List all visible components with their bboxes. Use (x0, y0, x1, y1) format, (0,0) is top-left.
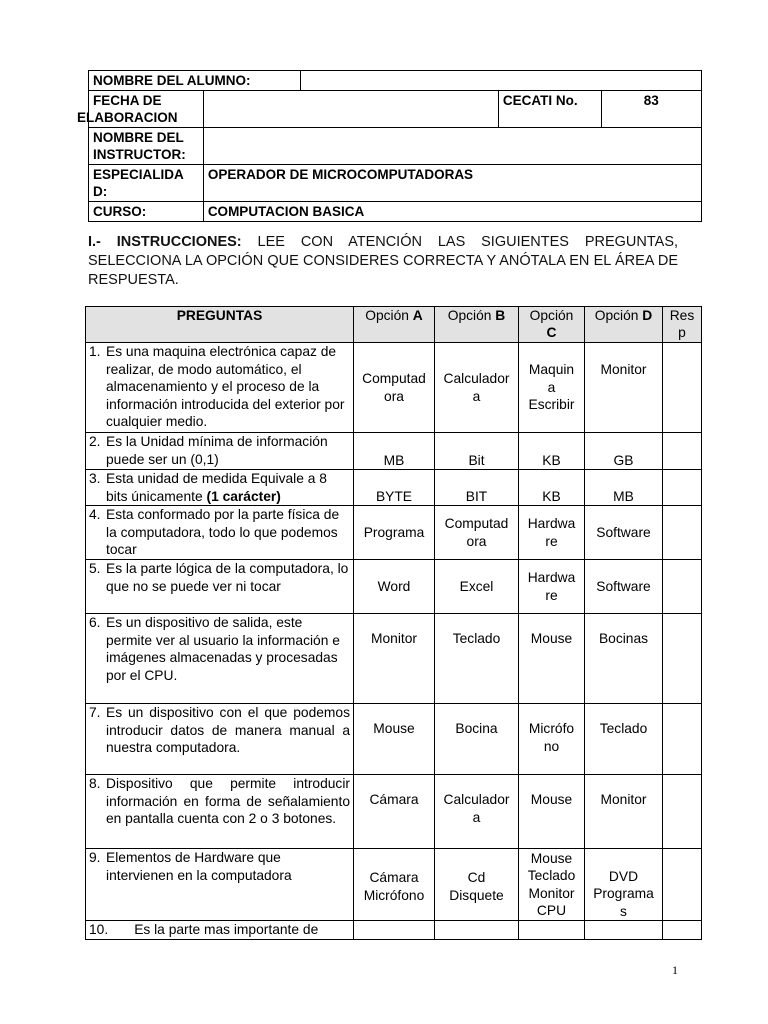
table-row (86, 775, 702, 849)
option-c: Mouse (519, 775, 585, 849)
curso-value: COMPUTACION BASICA (203, 202, 701, 222)
question-5: 5. Es la parte lógica de la computadora, lo que no se puede ver ni tocar (86, 560, 354, 614)
option-d (585, 921, 663, 940)
option-a: MB (354, 433, 435, 470)
instructor-value (203, 128, 701, 165)
option-c: Hardwa re (519, 560, 585, 614)
question-3: 3. Esta unidad de medida Equivale a 8 bits únicamente (1 carácter) (86, 470, 354, 506)
preguntas-header: PREGUNTAS (86, 307, 354, 343)
fecha-label: FECHA DE ELABORACION (89, 91, 204, 128)
answer-cell[interactable] (663, 470, 702, 506)
resp-header: Res p (663, 307, 702, 343)
option-c: Mouse Teclado Monitor CPU (519, 849, 585, 921)
opcion-d-header: Opción D (585, 307, 663, 343)
instructions (88, 233, 678, 290)
option-c (519, 921, 585, 940)
question-7: 7. Es un dispositivo con el que podemos introducir datos de manera manual a nuestra computadora. (86, 704, 354, 775)
answer-cell[interactable] (663, 343, 702, 433)
question-10: 10. Es la parte mas importante de (86, 921, 354, 940)
table-row (86, 343, 702, 433)
option-a: Programa (354, 506, 435, 560)
cecati-value: 83 (601, 91, 701, 128)
option-b: Calculador a (435, 775, 519, 849)
instructor-label: NOMBRE DEL INSTRUCTOR: (89, 128, 204, 165)
option-b: Teclado (435, 614, 519, 704)
especialidad-label: ESPECIALIDA D: (89, 165, 204, 202)
option-a: Mouse (354, 704, 435, 775)
answer-cell[interactable] (663, 921, 702, 940)
option-b: Cd Disquete (435, 849, 519, 921)
option-a: Computad ora (354, 343, 435, 433)
option-c: KB (519, 433, 585, 470)
fecha-value (203, 91, 498, 128)
option-a: Word (354, 560, 435, 614)
option-d: Bocinas (585, 614, 663, 704)
answer-cell[interactable] (663, 775, 702, 849)
option-d: Software (585, 560, 663, 614)
question-8: 8. Dispositivo que permite introducir información en forma de señalamiento en pantalla cuenta con 2 o 3 botones. (86, 775, 354, 849)
question-9: 9. Elementos de Hardware que intervienen en la computadora (86, 849, 354, 921)
option-a (354, 921, 435, 940)
option-c: Micrófo no (519, 704, 585, 775)
option-d: GB (585, 433, 663, 470)
answer-cell[interactable] (663, 849, 702, 921)
option-b (435, 921, 519, 940)
option-d: Software (585, 506, 663, 560)
question-4: 4. Esta conformado por la parte física de la computadora, todo lo que podemos tocar (86, 506, 354, 560)
table-row (86, 614, 702, 704)
opcion-a-header: Opción A (354, 307, 435, 343)
questions-header-row (86, 307, 702, 343)
option-a: Cámara Micrófono (354, 849, 435, 921)
option-a: Cámara (354, 775, 435, 849)
question-1: 1. Es una maquina electrónica capaz de realizar, de modo automático, el almacenamiento y el proceso de la información introducida del exterior por cualquier medio. (86, 343, 354, 433)
option-a: BYTE (354, 470, 435, 506)
answer-cell[interactable] (663, 560, 702, 614)
option-c: Maquin a Escribir (519, 343, 585, 433)
option-d: MB (585, 470, 663, 506)
table-row (86, 704, 702, 775)
header-table (77, 70, 702, 222)
alumno-value (300, 71, 701, 91)
option-d: Monitor (585, 343, 663, 433)
option-b: BIT (435, 470, 519, 506)
option-c: Mouse (519, 614, 585, 704)
option-c: KB (519, 470, 585, 506)
option-b: Computad ora (435, 506, 519, 560)
curso-label: CURSO: (89, 202, 204, 222)
instructions-label: I.- INSTRUCCIONES: (88, 234, 242, 250)
table-row (86, 560, 702, 614)
opcion-c-header: Opción C (519, 307, 585, 343)
option-b: Bit (435, 433, 519, 470)
alumno-label: NOMBRE DEL ALUMNO: (89, 71, 301, 91)
especialidad-value: OPERADOR DE MICROCOMPUTADORAS (203, 165, 701, 202)
option-b: Excel (435, 560, 519, 614)
answer-cell[interactable] (663, 614, 702, 704)
table-row (86, 433, 702, 470)
table-row (86, 506, 702, 560)
option-b: Bocina (435, 704, 519, 775)
page-number: 1 (672, 963, 678, 977)
answer-cell[interactable] (663, 506, 702, 560)
table-row (86, 849, 702, 921)
option-c: Hardwa re (519, 506, 585, 560)
questions-table (85, 306, 702, 940)
opcion-b-header: Opción B (435, 307, 519, 343)
answer-cell[interactable] (663, 433, 702, 470)
option-d: Monitor (585, 775, 663, 849)
table-row (86, 921, 702, 940)
answer-cell[interactable] (663, 704, 702, 775)
option-d: Teclado (585, 704, 663, 775)
instructions-text: LEE CON ATENCIÓN LAS SIGUIENTES PREGUNTAS, SELECCIONA LA OPCIÓN QUE CONSIDERES CORRECTA Y ANÓTALA EN EL ÁREA DE RESPUESTA. (88, 234, 679, 288)
cecati-label: CECATI No. (498, 91, 601, 128)
question-2: 2. Es la Unidad mínima de información puede ser un (0,1) (86, 433, 354, 470)
option-a: Monitor (354, 614, 435, 704)
option-d: DVD Programa s (585, 849, 663, 921)
option-b: Calculador a (435, 343, 519, 433)
table-row (86, 470, 702, 506)
question-6: 6. Es un dispositivo de salida, este permite ver al usuario la información e imágenes almacenadas y procesadas por el CPU. (86, 614, 354, 704)
